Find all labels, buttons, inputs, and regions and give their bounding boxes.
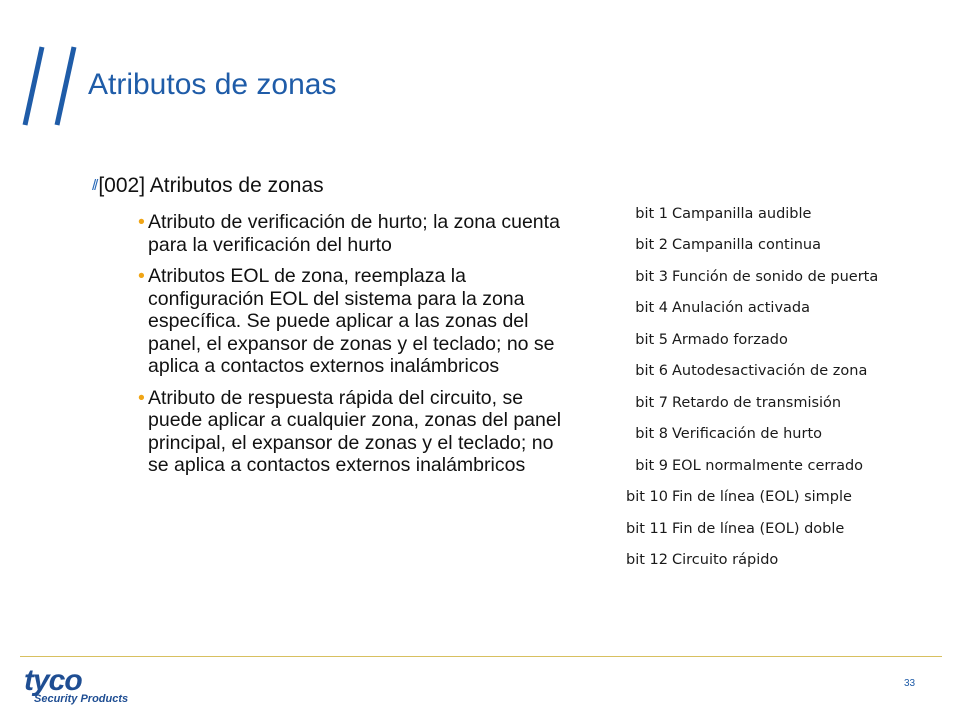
- title-slash-logo-icon: [22, 45, 86, 127]
- bit-row: [612, 482, 952, 514]
- bit-row: [612, 198, 952, 230]
- bit-row: [612, 419, 952, 451]
- bit-description: Armado forzado: [672, 331, 788, 348]
- bullet-icon: •: [138, 211, 145, 233]
- bit-table: [612, 198, 952, 576]
- bullet-text: Atributo de respuesta rápida del circuito, se puede aplicar a cualquier zona, zonas del panel principal, el expansor de zonas y el teclado; no se aplica a contactos externos inalámbricos: [148, 386, 562, 476]
- bit-row: [612, 324, 952, 356]
- bit-description: Fin de línea (EOL) doble: [672, 520, 845, 537]
- bit-description: Autodesactivación de zona: [672, 363, 868, 380]
- bullet-item: [138, 265, 578, 378]
- bit-row: [612, 545, 952, 577]
- slide-title: Atributos de zonas: [88, 68, 337, 101]
- bit-description: Función de sonido de puerta: [672, 268, 879, 285]
- bullet-list: [138, 211, 578, 486]
- bit-description: EOL normalmente cerrado: [672, 457, 864, 474]
- bit-number: bit 3: [635, 268, 668, 285]
- bit-row: [612, 387, 952, 419]
- bullet-item: [138, 211, 578, 256]
- bit-description: Campanilla audible: [672, 205, 812, 222]
- bit-number: bit 7: [635, 394, 668, 411]
- tyco-logo: [24, 665, 169, 713]
- bit-number: bit 2: [635, 237, 668, 254]
- bit-number: bit 6: [635, 363, 668, 380]
- bullet-item: [138, 387, 578, 477]
- bit-description: Campanilla continua: [672, 237, 822, 254]
- footer-divider: [20, 656, 942, 657]
- bit-description: Anulación activada: [672, 300, 811, 317]
- section-marker-icon: //: [92, 177, 97, 194]
- bit-number: bit 10: [626, 489, 668, 506]
- logo-subtext: Security Products: [34, 693, 129, 705]
- bit-row: [612, 513, 952, 545]
- bullet-icon: •: [138, 386, 145, 409]
- section-heading: [92, 174, 324, 198]
- page-number: 33: [904, 678, 916, 689]
- bit-number: bit 12: [626, 552, 668, 569]
- logo-wordmark: tyco: [24, 664, 82, 697]
- bit-number: bit 1: [635, 205, 668, 222]
- bit-number: bit 8: [635, 426, 668, 443]
- bullet-icon: •: [138, 265, 145, 287]
- bit-description: Fin de línea (EOL) simple: [672, 489, 852, 506]
- bit-row: [612, 450, 952, 482]
- section-heading-text: [002] Atributos de zonas: [98, 174, 324, 197]
- bit-number: bit 11: [626, 520, 668, 537]
- bit-description: Circuito rápido: [672, 552, 779, 569]
- bit-number: bit 9: [635, 457, 668, 474]
- bit-row: [612, 293, 952, 325]
- bit-description: Retardo de transmisión: [672, 394, 842, 411]
- bullet-text: Atributos EOL de zona, reemplaza la configuración EOL del sistema para la zona específica. Se puede aplicar a las zonas del panel, el expansor de zonas y el teclado; no se aplica a contactos externos inalámbricos: [148, 265, 555, 377]
- bit-row: [612, 261, 952, 293]
- bit-number: bit 4: [635, 300, 668, 317]
- bit-row: [612, 356, 952, 388]
- bullet-text: Atributo de verificación de hurto; la zona cuenta para la verificación del hurto: [148, 211, 560, 256]
- bit-row: [612, 230, 952, 262]
- bit-description: Verificación de hurto: [672, 426, 822, 443]
- bit-number: bit 5: [635, 331, 668, 348]
